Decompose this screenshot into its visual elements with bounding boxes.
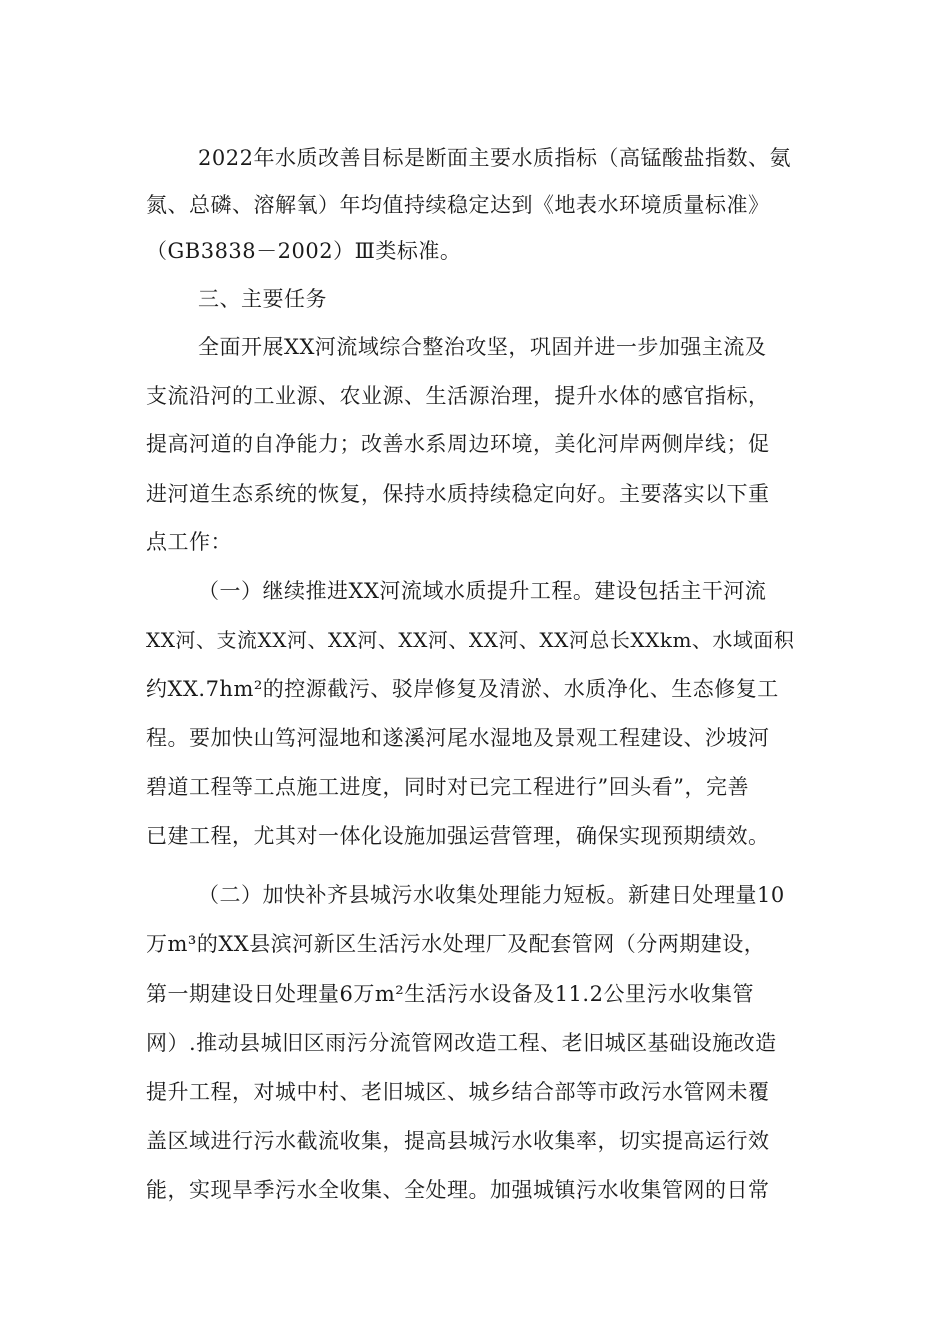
paragraph-2-line-4: 进河道生态系统的恢复，保持水质持续稳定向好。主要落实以下重	[146, 482, 770, 506]
paragraph-1-line-3: （GB3838－2002）Ⅲ类标准。	[146, 239, 462, 263]
paragraph-4-line-6: 盖区域进行污水截流收集，提高县城污水收集率，切实提高运行效	[146, 1129, 770, 1153]
paragraph-4-line-7: 能，实现旱季污水全收集、全处理。加强城镇污水收集管网的日常	[146, 1178, 770, 1202]
paragraph-2-line-2: 支流沿河的工业源、农业源、生活源治理，提升水体的感官指标，	[146, 384, 770, 408]
section-heading: 三、主要任务	[198, 287, 327, 311]
paragraph-2-line-1: 全面开展XX河流域综合整治攻坚，巩固并进一步加强主流及	[198, 335, 767, 359]
paragraph-4-line-3: 第一期建设日处理量6万m²生活污水设备及11.2公里污水收集管	[146, 982, 754, 1006]
paragraph-3-line-5: 碧道工程等工点施工进度，同时对已完工程进行”回头看”，完善	[146, 775, 749, 799]
paragraph-3-line-6: 已建工程，尤其对一体化设施加强运营管理，确保实现预期绩效。	[146, 824, 770, 848]
paragraph-4-line-2: 万m³的XX县滨河新区生活污水处理厂及配套管网（分两期建设，	[146, 932, 766, 956]
paragraph-2-line-3: 提高河道的自净能力；改善水系周边环境，美化河岸两侧岸线；促	[146, 432, 770, 456]
paragraph-4-line-1: （二）加快补齐县城污水收集处理能力短板。新建日处理量10	[198, 883, 785, 907]
paragraph-3-line-3: 约XX.7hm²的控源截污、驳岸修复及清淤、水质净化、生态修复工	[146, 677, 779, 701]
paragraph-1-line-1: 2022年水质改善目标是断面主要水质指标（高锰酸盐指数、氨	[198, 146, 791, 170]
paragraph-2-line-5: 点工作：	[146, 530, 232, 554]
paragraph-3-line-4: 程。要加快山笃河湿地和遂溪河尾水湿地及景观工程建设、沙坡河	[146, 726, 770, 750]
paragraph-4-line-4: 网）.推动县城旧区雨污分流管网改造工程、老旧城区基础设施改造	[146, 1031, 777, 1055]
paragraph-3-line-1: （一）继续推进XX河流域水质提升工程。建设包括主干河流	[198, 579, 767, 603]
paragraph-1-line-2: 氮、总磷、溶解氧）年均值持续稳定达到《地表水环境质量标准》	[146, 193, 770, 217]
paragraph-4-line-5: 提升工程，对城中村、老旧城区、城乡结合部等市政污水管网未覆	[146, 1080, 770, 1104]
paragraph-3-line-2: XX河、支流XX河、XX河、XX河、XX河、XX河总长XXkm、水域面积	[146, 628, 795, 652]
